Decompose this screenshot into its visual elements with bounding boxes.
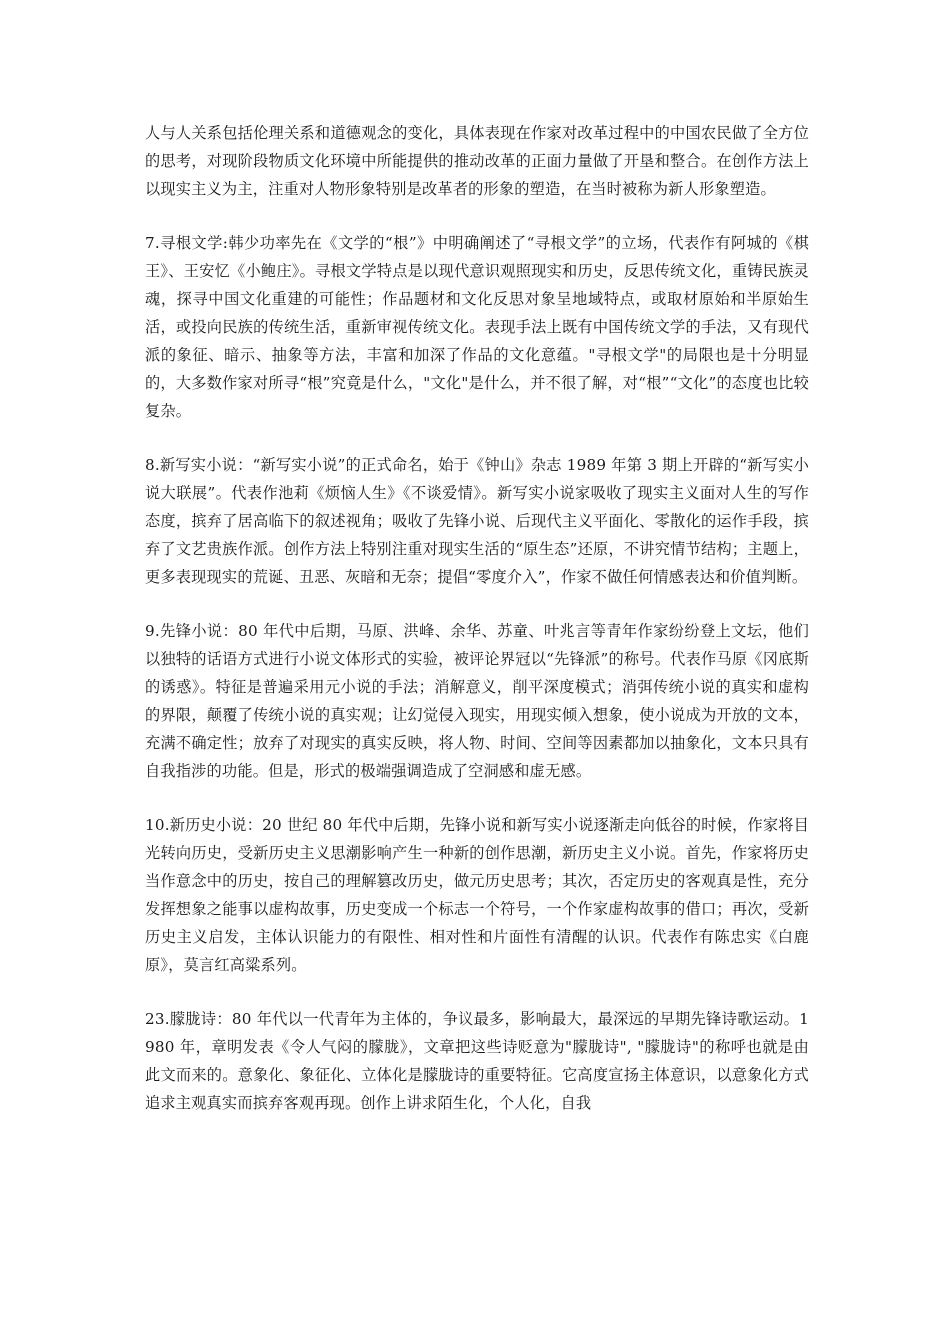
paragraph-misty-poetry: 23.朦胧诗：80 年代以一代青年为主体的，争议最多，影响最大，最深远的早期先锋诗歌运动。1980 年，章明发表《令人气闷的朦胧》，文章把这些诗贬意为"朦胧诗", "朦胧诗"的称呼也就是由此文而来的。意象化、象征化、立体化是朦胧诗的重要特征。它高度宣扬主体意识，以意象化方式追求主观真实而摈弃客观再现。创作上讲求陌生化，个人化，自我 [145,1010,809,1112]
paragraph-new-historical-fiction: 10.新历史小说：20 世纪 80 年代中后期，先锋小说和新写实小说逐渐走向低谷的时候，作家将目光转向历史，受新历史主义思潮影响产生一种新的创作思潮，新历史主义小说。首先，作家将历史当作意念中的历史，按自己的理解篡改历史，做元历史思考；其次，否定历史的客观真是性，充分发挥想象之能事以虚构故事，历史变成一个标志一个符号，一个作家虚构故事的借口；再次，受新历史主义启发，主体认识能力的有限性、相对性和片面性有清醒的认识。代表作有陈忠实《白鹿原》，莫言红高粱系列。 [145,816,810,974]
paragraph-avant-garde-fiction: 9.先锋小说：80 年代中后期，马原、洪峰、余华、苏童、叶兆言等青年作家纷纷登上文坛，他们以独特的话语方式进行小说文体形式的实验，被评论界冠以“先锋派”的称号。代表作马原《冈底斯的诱惑》。特征是普遍采用元小说的手法；消解意义，削平深度模式；消弭传统小说的真实和虚构的界限，颠覆了传统小说的真实观；让幻觉侵入现实，用现实倾入想象，使小说成为开放的文本，充满不确定性；放弃了对现实的真实反映，将人物、时间、空间等因素都加以抽象化，文本只具有自我指涉的功能。但是，形式的极端强调造成了空洞感和虚无感。 [145,622,809,780]
paragraph-reform-literature: 人与人关系包括伦理关系和道德观念的变化，具体表现在作家对改革过程中的中国农民做了全方位的思考，对现阶段物质文化环境中所能提供的推动改革的正面力量做了开垦和整合。在创作方法上以现实主义为主，注重对人物形象特别是改革者的形象的塑造，在当时被称为新人形象塑造。 [145,124,809,198]
paragraph-root-seeking-literature: 7.寻根文学:韩少功率先在《文学的“根”》中明确阐述了“寻根文学”的立场，代表作有阿城的《棋王》、王安忆《小鲍庄》。寻根文学特点是以现代意识观照现实和历史，反思传统文化，重铸民族灵魂，探寻中国文化重建的可能性；作品题材和文化反思对象呈地域特点，或取材原始和半原始生活，或投向民族的传统生活，重新审视传统文化。表现手法上既有中国传统文学的手法，又有现代派的象征、暗示、抽象等方法，丰富和加深了作品的文化意蕴。"寻根文学"的局限也是十分明显的，大多数作家对所寻“根”究竟是什么，"文化"是什么，并不很了解，对“根”“文化”的态度也比较复杂。 [145,234,809,420]
paragraph-neo-realist-fiction: 8.新写实小说：“新写实小说”的正式命名，始于《钟山》杂志 1989 年第 3 期上开辟的“新写实小说大联展”。代表作池莉《烦恼人生》《不谈爱情》。新写实小说家吸收了现实主义面对人生的写作态度，摈弃了居高临下的叙述视角；吸收了先锋小说、后现代主义平面化、零散化的运作手段，摈弃了文艺贵族作派。创作方法上特别注重对现实生活的“原生态”还原，不讲究情节结构；主题上，更多表现现实的荒诞、丑恶、灰暗和无奈；提倡“零度介入”，作家不做任何情感表达和价值判断。 [145,456,809,586]
document-body [145,119,809,1143]
